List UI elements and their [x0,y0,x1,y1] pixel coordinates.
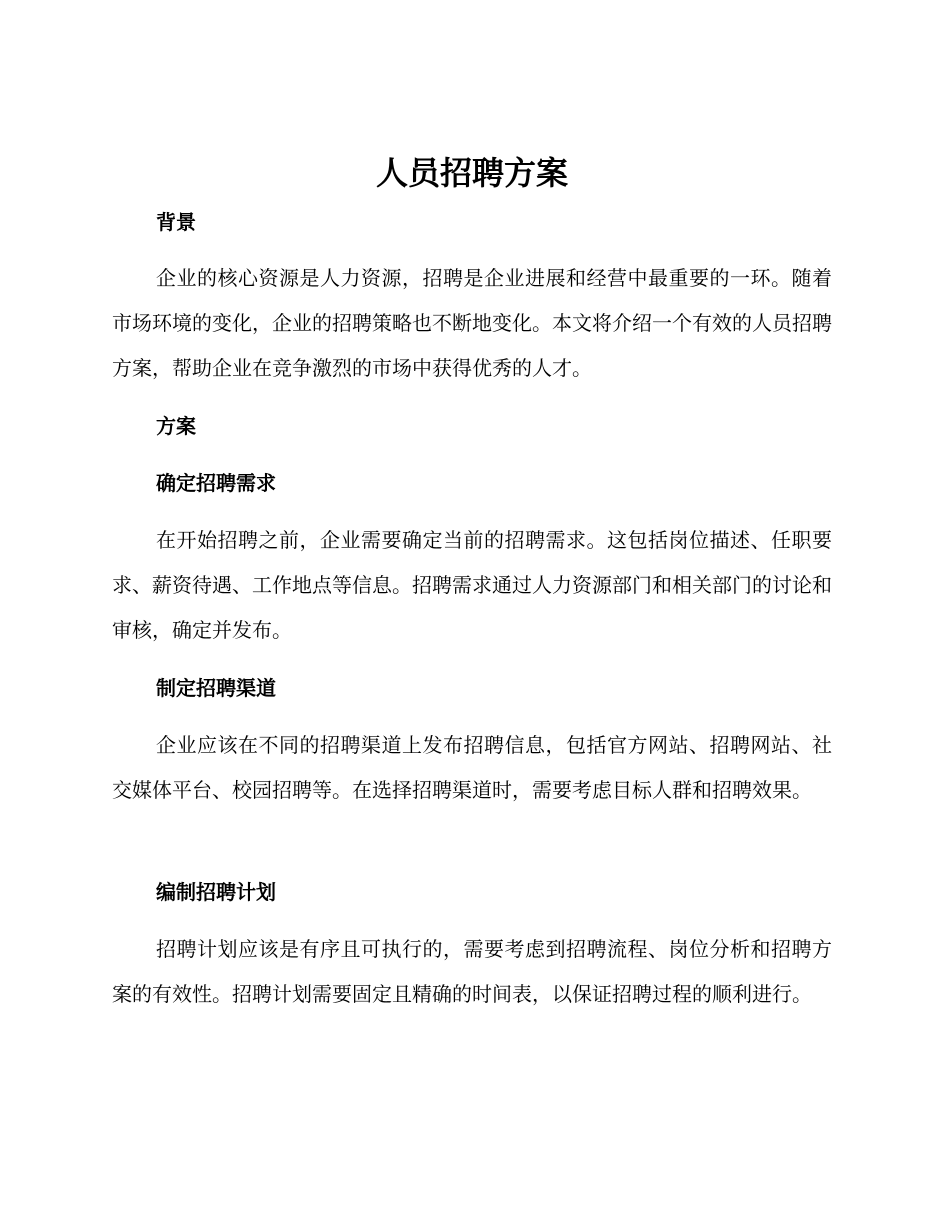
section-paragraph-plan-schedule: 招聘计划应该是有序且可执行的，需要考虑到招聘流程、岗位分析和招聘方案的有效性。招聘计划需要固定且精确的时间表，以保证招聘过程的顺利进行。 [112,937,832,1006]
section-heading-define-needs: 确定招聘需求 [156,471,276,495]
section-heading-background: 背景 [156,210,196,234]
document-title: 人员招聘方案 [375,154,568,192]
section-heading-channels: 制定招聘渠道 [156,676,276,700]
section-paragraph-background: 企业的核心资源是人力资源，招聘是企业进展和经营中最重要的一环。随着市场环境的变化，企业的招聘策略也不断地变化。本文将介绍一个有效的人员招聘方案，帮助企业在竞争激烈的市场中获得优秀的人才。 [112,266,832,380]
section-paragraph-channels: 企业应该在不同的招聘渠道上发布招聘信息，包括官方网站、招聘网站、社交媒体平台、校园招聘等。在选择招聘渠道时，需要考虑目标人群和招聘效果。 [112,733,832,802]
section-heading-plan: 方案 [156,414,196,438]
section-heading-plan-schedule: 编制招聘计划 [156,880,276,904]
section-paragraph-define-needs: 在开始招聘之前，企业需要确定当前的招聘需求。这包括岗位描述、任职要求、薪资待遇、工作地点等信息。招聘需求通过人力资源部门和相关部门的讨论和审核，确定并发布。 [112,528,832,642]
